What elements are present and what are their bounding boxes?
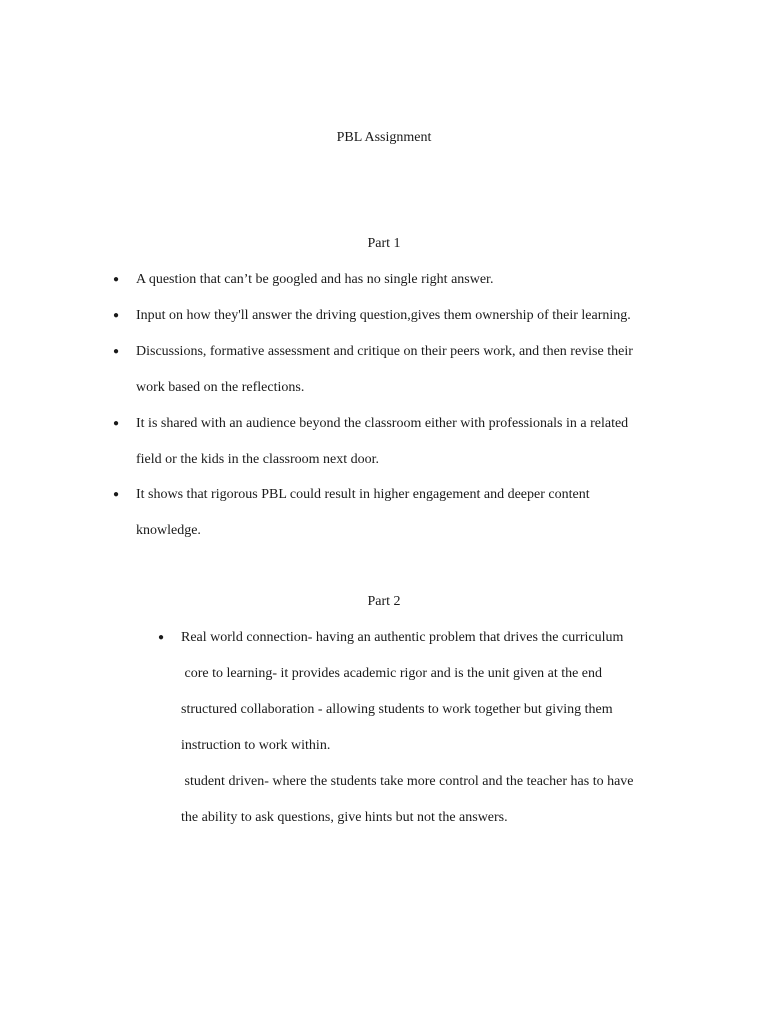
bullet-dot-icon: ● bbox=[113, 274, 120, 285]
part2-line-5: student driven- where the students take more control and the teacher has to have bbox=[181, 774, 634, 789]
part1-item-3-line-1: Discussions, formative assessment and critique on their peers work, and then revise their bbox=[136, 344, 633, 359]
part1-item-3-line-2: work based on the reflections. bbox=[136, 380, 305, 395]
bullet-dot-icon: ● bbox=[158, 632, 165, 643]
bullet-dot-icon: ● bbox=[113, 346, 120, 357]
part2-line-1: Real world connection- having an authentic problem that drives the curriculum bbox=[181, 630, 624, 645]
bullet-dot-icon: ● bbox=[113, 418, 120, 429]
part2-heading: Part 2 bbox=[367, 594, 401, 609]
part1-item-1-line-1: A question that can’t be googled and has no single right answer. bbox=[136, 272, 494, 287]
part1-item-4-line-1: It is shared with an audience beyond the classroom either with professionals in a related bbox=[136, 416, 629, 431]
part2-line-3: structured collaboration - allowing students to work together but giving them bbox=[181, 702, 613, 717]
part1-item-4-line-2: field or the kids in the classroom next door. bbox=[136, 452, 380, 467]
part1-heading: Part 1 bbox=[367, 236, 401, 251]
part1-item-2-line-1: Input on how they'll answer the driving question,gives them ownership of their learning. bbox=[136, 308, 631, 323]
bullet-dot-icon: ● bbox=[113, 489, 120, 500]
bullet-dot-icon: ● bbox=[113, 310, 120, 321]
part1-item-5-line-2: knowledge. bbox=[136, 523, 201, 538]
part2-line-6: the ability to ask questions, give hints but not the answers. bbox=[181, 810, 508, 825]
document-title: PBL Assignment bbox=[336, 130, 432, 145]
part2-line-4: instruction to work within. bbox=[181, 738, 331, 753]
part1-item-5-line-1: It shows that rigorous PBL could result in higher engagement and deeper content bbox=[136, 487, 590, 502]
part2-line-2: core to learning- it provides academic rigor and is the unit given at the end bbox=[181, 666, 603, 681]
